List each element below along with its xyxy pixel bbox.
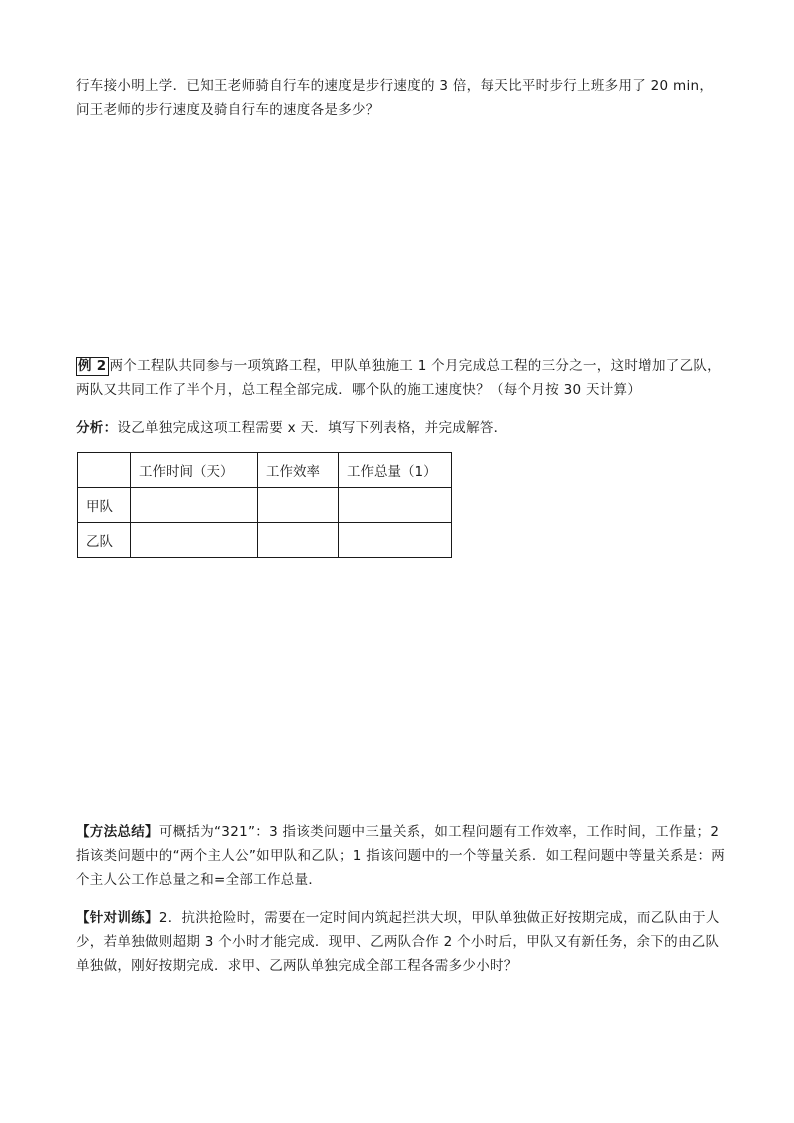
method-summary-label: 【方法总结】 [76,824,159,840]
table-header-cell [78,453,131,488]
example-2 [76,354,726,402]
targeted-training-text: 2．抗洪抢险时，需要在一定时间内筑起拦洪大坝，甲队单独做正好按期完成，而乙队由于人少，若单独做则超期 3 个小时才能完成．现甲、乙两队合作 2 个小时后，甲队又有新任务，余下的由乙队单独做，刚好按期完成．求甲、乙两队单独完成全部工程各需多少小时？ [76,910,720,974]
analysis-label: 分析： [76,420,118,436]
table-cell[interactable] [258,523,339,558]
analysis [76,416,726,440]
table-cell[interactable] [339,523,452,558]
example-2-label: 例 2 [78,358,107,374]
problem-1-text: 行车接小明上学．已知王老师骑自行车的速度是步行速度的 3 倍，每天比平时步行上班多用了 20 min，问王老师的步行速度及骑自行车的速度各是多少？ [76,78,714,118]
table-header-cell: 工作总量（1） [339,453,452,488]
method-summary [76,820,726,892]
table-row [78,488,452,523]
problem-1-continuation [76,74,726,122]
targeted-training-label: 【针对训练】 [76,910,159,926]
work-table [77,452,452,558]
example-2-text: 两个工程队共同参与一项筑路工程，甲队单独施工 1 个月完成总工程的三分之一，这时增加了乙队，两队又共同工作了半个月，总工程全部完成．哪个队的施工速度快？（每个月按 30 天计算） [76,358,721,398]
table-header-row [78,453,452,488]
table-cell[interactable] [339,488,452,523]
method-summary-text: 可概括为“321”：3 指该类问题中三量关系，如工程问题有工作效率，工作时间，工作量；2 指该类问题中的“两个主人公”如甲队和乙队；1 指该问题中的一个等量关系．如工程问题中等量关系是：两个主人公工作总量之和=全部工作总量． [76,824,726,888]
table-cell[interactable] [131,523,258,558]
table-cell[interactable] [258,488,339,523]
analysis-text: 设乙单独完成这项工程需要 x 天．填写下列表格，并完成解答． [117,420,508,436]
table-cell-team: 乙队 [78,523,131,558]
table-header-cell: 工作时间（天） [131,453,258,488]
table-header-cell: 工作效率 [258,453,339,488]
targeted-training [76,906,726,978]
table-cell-team: 甲队 [78,488,131,523]
table-row [78,523,452,558]
table-cell[interactable] [131,488,258,523]
